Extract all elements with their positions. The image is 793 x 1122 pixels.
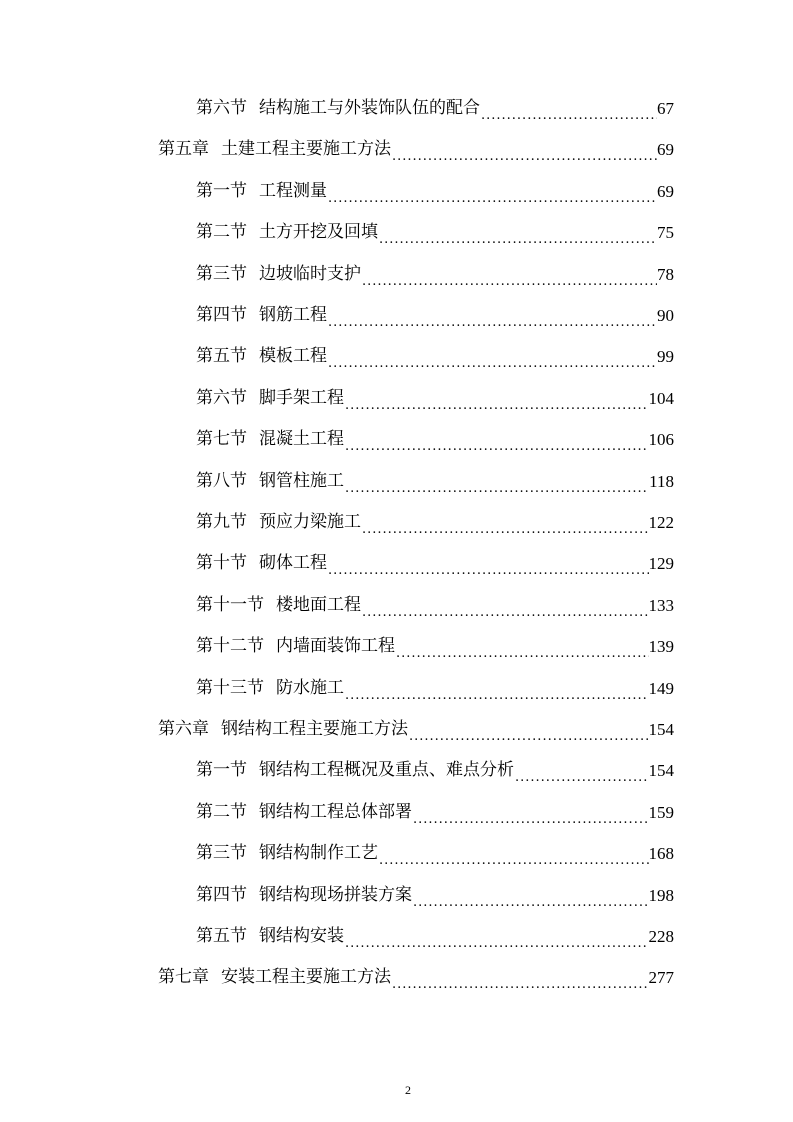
toc-entry-label: 第五章 [158, 139, 209, 160]
toc-entry-title: 模板工程 [259, 346, 327, 367]
toc-entry-title: 砌体工程 [259, 553, 327, 574]
toc-entry-page: 133 [648, 595, 674, 615]
toc-entry-title: 安装工程主要施工方法 [221, 967, 391, 988]
toc-entry[interactable] [196, 543, 674, 584]
toc-entry[interactable] [158, 709, 674, 750]
toc-entry[interactable] [196, 585, 674, 626]
toc-entry-title: 钢筋工程 [259, 305, 327, 325]
toc-entry-label: 第三节 [196, 843, 247, 864]
toc-entry-page: 154 [648, 761, 674, 781]
toc-entry[interactable] [196, 461, 674, 502]
toc-entry-label: 第八节 [196, 470, 247, 491]
toc-entry-page: 149 [648, 678, 674, 698]
toc-entry-page: 277 [648, 968, 674, 988]
toc-leader-dots [412, 807, 649, 833]
toc-entry-title: 防水施工 [276, 677, 344, 698]
toc-leader-dots [391, 144, 657, 170]
page-number: 2 [405, 1083, 411, 1097]
toc-entry-page: 69 [657, 140, 674, 160]
toc-entry-title: 预应力梁施工 [259, 512, 361, 532]
toc-entry[interactable] [196, 626, 674, 667]
toc-entry-label: 第六节 [196, 387, 247, 408]
toc-entry[interactable] [196, 212, 674, 253]
toc-entry-page: 168 [648, 844, 674, 864]
toc-leader-dots [327, 310, 657, 336]
toc-entry-label: 第一节 [196, 180, 247, 201]
toc-entry-page: 106 [648, 430, 674, 450]
toc-entry-label: 第五节 [196, 926, 247, 946]
toc-entry-label: 第九节 [196, 512, 247, 532]
toc-entry[interactable] [196, 254, 674, 295]
toc-entry-label: 第十二节 [196, 636, 264, 657]
toc-entry-title: 钢管柱施工 [259, 470, 344, 491]
toc-entry-page: 159 [648, 802, 674, 822]
toc-entry-title: 钢结构工程主要施工方法 [221, 719, 408, 739]
toc-entry-page: 139 [648, 637, 674, 657]
toc-leader-dots [361, 269, 657, 295]
toc-entry-page: 228 [648, 927, 674, 946]
toc-leader-dots [480, 103, 657, 129]
toc-entry-label: 第二节 [196, 801, 247, 822]
toc-entry[interactable] [196, 378, 674, 419]
toc-entry-label: 第六节 [196, 98, 247, 118]
toc-entry-label: 第五节 [196, 346, 247, 367]
toc-leader-dots [344, 931, 649, 957]
toc-entry-page: 69 [657, 181, 674, 201]
toc-entry-title: 边坡临时支护 [259, 263, 361, 284]
toc-leader-dots [327, 351, 657, 377]
toc-leader-dots [391, 972, 649, 998]
toc-leader-dots [361, 517, 649, 543]
toc-entry-title: 土方开挖及回填 [259, 222, 378, 243]
toc-entry-title: 钢结构制作工艺 [259, 843, 378, 864]
toc-entry-page: 90 [657, 306, 674, 325]
toc-entry-label: 第十三节 [196, 677, 264, 698]
toc-entry-title: 钢结构工程总体部署 [259, 801, 412, 822]
toc-entry[interactable] [196, 419, 674, 460]
toc-leader-dots [344, 683, 649, 709]
toc-entry-label: 第四节 [196, 305, 247, 325]
toc-entry-title: 土建工程主要施工方法 [221, 139, 391, 160]
toc-entry-label: 第六章 [158, 719, 209, 739]
toc-entry-label: 第四节 [196, 884, 247, 905]
toc-entry-page: 154 [648, 720, 674, 739]
toc-entry[interactable] [196, 171, 674, 212]
toc-leader-dots [327, 186, 657, 212]
toc-leader-dots [344, 476, 649, 502]
toc-entry-page: 104 [648, 388, 674, 408]
toc-leader-dots [361, 600, 649, 626]
toc-entry-page: 122 [648, 513, 674, 532]
toc-entry-title: 结构施工与外装饰队伍的配合 [259, 98, 480, 118]
toc-entry-label: 第一节 [196, 760, 247, 781]
toc-leader-dots [344, 434, 649, 460]
toc-entry[interactable] [196, 833, 674, 874]
toc-entry-title: 楼地面工程 [276, 594, 361, 615]
toc-leader-dots [395, 641, 649, 667]
toc-entry-title: 钢结构安装 [259, 926, 344, 946]
toc-entry[interactable] [158, 957, 674, 998]
toc-entry[interactable] [196, 668, 674, 709]
toc-leader-dots [412, 890, 649, 916]
toc-entry-page: 75 [657, 223, 674, 243]
toc-entry[interactable] [196, 792, 674, 833]
toc-entry-title: 工程测量 [259, 180, 327, 201]
toc-entry-label: 第七章 [158, 967, 209, 988]
toc-entry-page: 67 [657, 99, 674, 118]
toc-leader-dots [344, 393, 649, 419]
toc-entry[interactable] [196, 295, 674, 336]
toc-entry[interactable] [196, 502, 674, 543]
toc-entry-title: 钢结构现场拼装方案 [259, 884, 412, 905]
toc-entry-page: 99 [657, 347, 674, 367]
toc-leader-dots [327, 558, 649, 584]
toc-entry-page: 129 [648, 554, 674, 574]
toc-entry-title: 钢结构工程概况及重点、难点分析 [259, 760, 514, 781]
toc-entry-title: 混凝土工程 [259, 429, 344, 450]
toc-entry[interactable] [196, 916, 674, 957]
toc-entry[interactable] [196, 336, 674, 377]
toc-entry-page: 78 [657, 264, 674, 284]
toc-entry-title: 内墙面装饰工程 [276, 636, 395, 657]
toc-entry-label: 第三节 [196, 263, 247, 284]
toc-entry[interactable] [196, 875, 674, 916]
toc-leader-dots [378, 848, 649, 874]
toc-entry-label: 第十一节 [196, 594, 264, 615]
toc-leader-dots [408, 724, 649, 750]
toc-entry-page: 118 [649, 471, 674, 491]
toc-leader-dots [514, 765, 649, 791]
toc-leader-dots [378, 227, 657, 253]
toc-entry-label: 第二节 [196, 222, 247, 243]
toc-entry-label: 第十节 [196, 553, 247, 574]
toc-entry[interactable] [158, 129, 674, 170]
toc-entry-page: 198 [648, 885, 674, 905]
toc-entry[interactable] [196, 750, 674, 791]
toc-entry-label: 第七节 [196, 429, 247, 450]
toc-entry-title: 脚手架工程 [259, 387, 344, 408]
toc-entry[interactable] [196, 88, 674, 129]
